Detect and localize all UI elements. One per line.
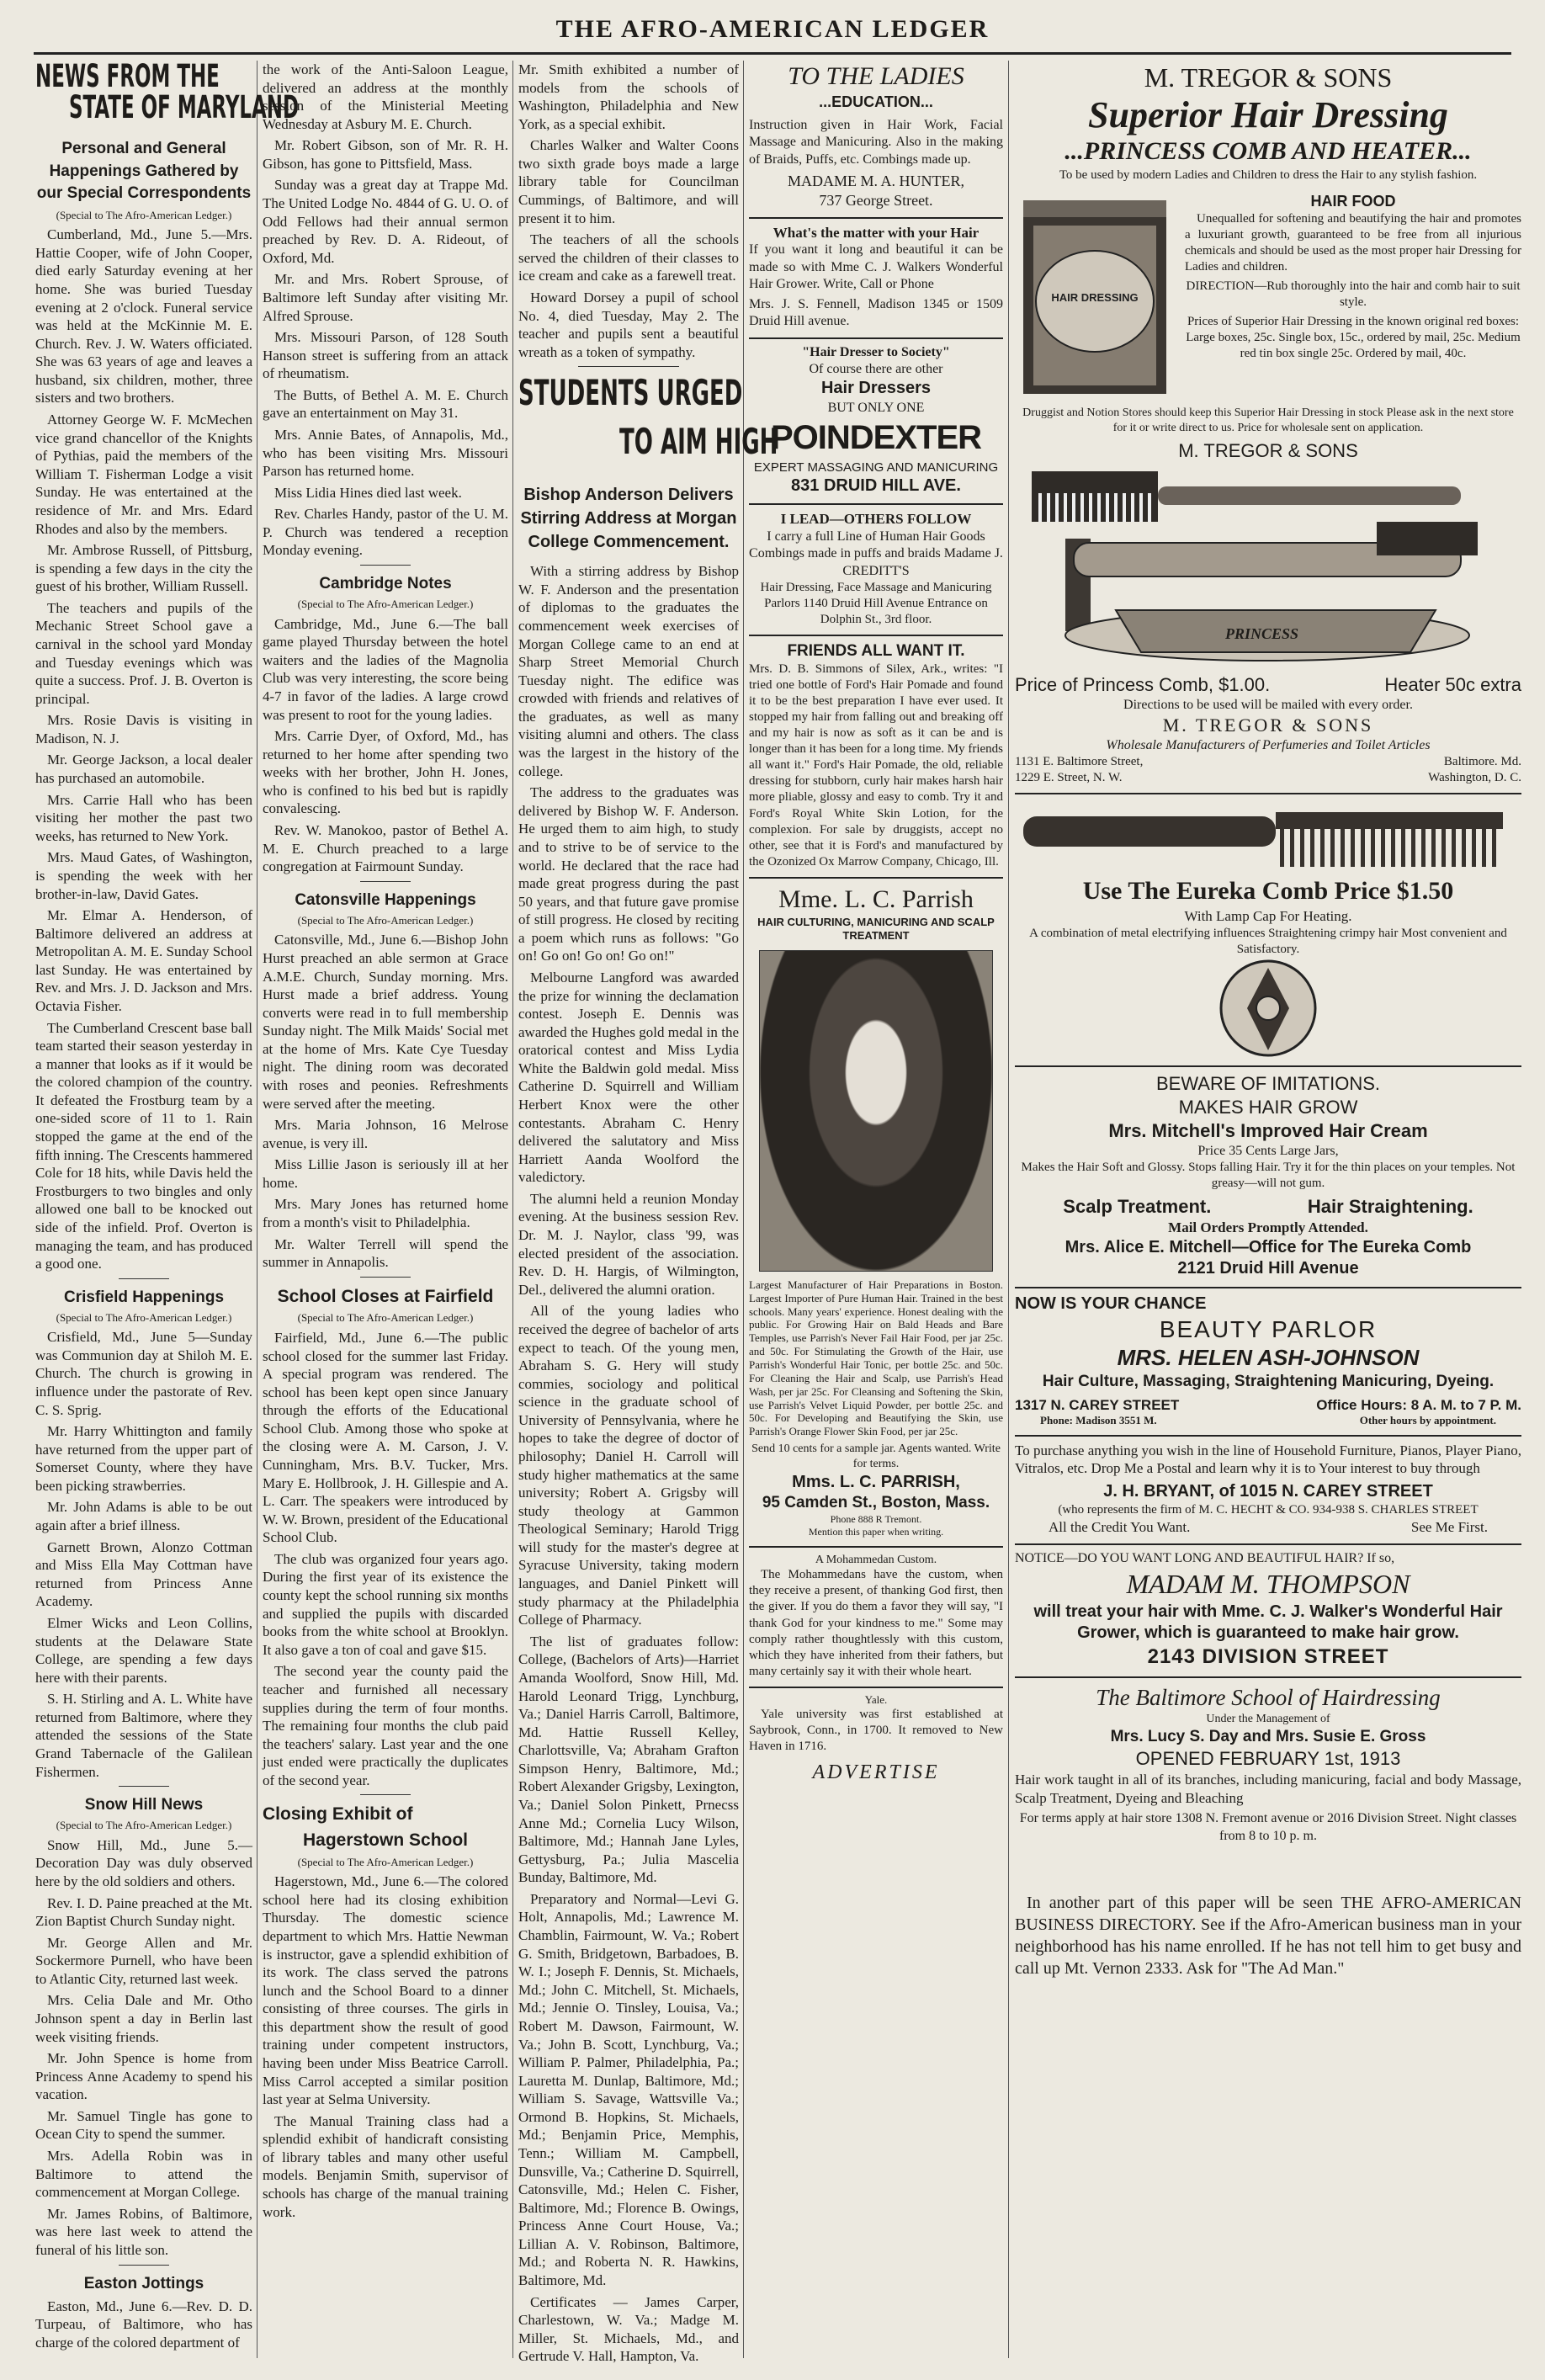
ad-text: Under the Management of bbox=[1206, 1713, 1330, 1726]
section-rule bbox=[578, 366, 679, 367]
heater-label: PRINCESS bbox=[1225, 624, 1299, 642]
ford-pomade-ad bbox=[749, 635, 1003, 870]
article-paragraph: Certificates — James Carper, Charlestown, W. Va.; Madge M. Miller, St. Michaels, Md., and Gertrude V. Hall, Hampton, Va. bbox=[518, 2293, 739, 2365]
special-credit: (Special to The Afro-American Ledger.) bbox=[297, 1311, 474, 1325]
special-credit: (Special to The Afro-American Ledger.) bbox=[297, 913, 474, 927]
ad-banner: NOW IS YOUR CHANCE bbox=[1015, 1294, 1207, 1313]
item-body: The Mohammedans have the custom, when they receive a present, of thanking God first, then the giver. If you do them a favor they will say, "I thank God for your kindness to me." Some may comply rather thoughtlessly with this custom, which they have inherited from their fathers, but many certainly say it with their whole heart. bbox=[749, 1568, 1003, 1678]
article-paragraph: Miss Lillie Jason is seriously ill at her home. bbox=[263, 1156, 508, 1191]
ad-title: Mme. L. C. Parrish bbox=[778, 885, 974, 913]
ad-name: J. H. BRYANT, of 1015 N. CAREY STREET bbox=[1103, 1481, 1433, 1501]
item-body: Yale university was first established at Saybrook, Conn., in 1700. It removed to New Haven in 1716. bbox=[749, 1708, 1003, 1754]
hair-food-title: HAIR FOOD bbox=[1310, 193, 1396, 210]
ad-phone: Phone: Madison 3551 M. bbox=[1040, 1414, 1157, 1427]
article-paragraph: Rev. W. Manokoo, pastor of Bethel A. M. E. Church preached to a large congregation at Fairmount Sunday. bbox=[263, 822, 508, 875]
service-straightening: Hair Straightening. bbox=[1307, 1196, 1473, 1218]
ad-address: 831 DRUID HILL AVE. bbox=[791, 475, 961, 495]
address-row bbox=[1015, 770, 1521, 786]
ad-text: See Me First. bbox=[1410, 1519, 1488, 1536]
tregor-ad bbox=[1015, 61, 1521, 786]
article-paragraph: Mrs. Maria Johnson, 16 Melrose avenue, is very ill. bbox=[263, 1117, 508, 1151]
article-paragraph: The teachers and pupils of the Mechanic Street School gave a carnival in the school yard Monday and Tuesday evenings which was quite a success. Prof. J. B. Overton is principal. bbox=[35, 599, 252, 707]
eureka-comb-image bbox=[1015, 800, 1521, 875]
hair-food-block bbox=[1015, 192, 1521, 402]
hair-food-body: Unequalled for softening and beautifying the hair and promotes a luxuriant growth, guaranteed to be free from all injurious chemicals and should be used as the most proper hair Dressing for Ladies and children. bbox=[1185, 212, 1521, 274]
ad-body: Mrs. D. B. Simmons of Silex, Ark., writes: "I tried one bottle of Ford's Hair Pomade and found it to be the best preparation I have ever used. It stopped my hair from falling out and breaking off and my hair is now as soft as it can be and is longer than it has been for a long time. My friends all want it." Ford's Hair Pomade, the old, reliable dressing for stubborn, curly hair makes harsh hair more pliable, glossy and easy to comb. Try it and Ford's Royal White Skin Lotion, for the complexion. For sale by druggists, accept no other, see that it is Ford's and manufactured by the Ozonized Ox Marrow Company, Chicago, Ill. bbox=[749, 662, 1004, 869]
ad-text: Druggist and Notion Stores should keep this Superior Hair Dressing in stock Please ask in the next store for it or write direct to us. Price for wholesale sent on application. bbox=[1022, 406, 1514, 434]
phone-row bbox=[1015, 1414, 1521, 1428]
article-paragraph: Rev. Charles Handy, pastor of the U. M. P. Church was tendered a reception Monday evening. bbox=[263, 506, 508, 559]
article-paragraph: Garnett Brown, Alonzo Cottman and Miss Ella May Cottman have returned from Princess Anne Academy. bbox=[35, 1538, 252, 1610]
ad-opened: OPENED FEBRUARY 1st, 1913 bbox=[1135, 1748, 1401, 1770]
article-paragraph: Mr. James Robins, of Baltimore, was here last week to attend the funeral of his little son. bbox=[35, 2205, 252, 2258]
article-paragraph: Mrs. Carrie Hall who has been visiting her mother the past two weeks, has returned to New York. bbox=[35, 791, 252, 844]
ad-body: If you want it long and beautiful it can be made so with Mme C. J. Walkers Wonderful Hair Grower. Write, Call or Phone bbox=[749, 242, 1003, 291]
address-left: 1229 E. Street, N. W. bbox=[1015, 771, 1123, 785]
ad-title: Use The Eureka Comb Price $1.50 bbox=[1082, 877, 1454, 906]
item-title: A Mohammedan Custom. bbox=[815, 1553, 937, 1566]
ad-body: Hair Dressing, Face Massage and Manicuring Parlors 1140 Druid Hill Avenue Entrance on Dolphin St., 3rd floor. bbox=[760, 580, 992, 626]
article-paragraph: Mr. Smith exhibited a number of models from the schools of Washington, Philadelphia and New York, as a special exhibit. bbox=[518, 61, 739, 132]
column-4 bbox=[749, 61, 1003, 2358]
article-paragraph: The Cumberland Crescent base ball team started their season yesterday in a manner that looks as if it would be the colored champion of the country. It defeated the Frostburg team by a one-sided score of 11 to 1. Rain stopped the game at the end of the fifth inning. The Crescents hammered Cole for 18 hits, while Davis held the Frostburgers to two bingles and only allowed one ball to be knocked out side of the infield. Prof. Overton is managing the team, and has produced a good one. bbox=[35, 1019, 252, 1272]
article-paragraph: Preparatory and Normal—Levi G. Holt, Annapolis, Md.; Lawrence M. Chamblin, Fairmount, W. Va.; Robert G. Smith, Bridgetown, Barbadoes, B. W. I.; Joseph F. Dennis, St. Michaels, Md.; John C. Mitchell, St. Michaels, Md.; Jennie O. Tinsley, Louisa, Va.; Robert M. Dawson, Fairmount, W. Va.; John B. Scott, Lynchburg, Va.; William P. Palmer, Philadelphia, Pa.; Lauretta M. Dunlap, Baltimore, Md.; William S. Savage, Wattsville Va.; Ormond B. Hopkins, St. Michaels, Md.; Benjamin Price, Memphis, Tenn.; William M. Campbell, Dunsville, Va.; Catherine D. Squirrell, Catonsville, Md.; Helen C. Fisher, Baltimore, Md.; Florence B. Owings, Princess Anne Court House, Va.; Lillian A. V. Robinson, Baltimore, Md.; and Roberta N. R. Hawkins, Baltimore, Md. bbox=[518, 1890, 739, 2289]
ad-text: Mention this paper when writing. bbox=[808, 1526, 944, 1538]
article-paragraph: Mr. Harry Whittington and family have returned from the upper part of Somerset County, where they have been picking strawberries. bbox=[35, 1423, 252, 1494]
ad-name: M. TREGOR & SONS bbox=[1178, 439, 1358, 461]
hairdressing-school-ad bbox=[1015, 1676, 1521, 1845]
section-heading: Easton Jottings bbox=[83, 2274, 204, 2292]
headline-line-2: STATE OF MARYLAND bbox=[69, 89, 300, 125]
ad-subtitle: With Lamp Cap For Heating. bbox=[1184, 908, 1352, 925]
special-credit: (Special to The Afro-American Ledger.) bbox=[56, 208, 232, 221]
state-news-headline bbox=[35, 58, 300, 138]
hair-food-direction: DIRECTION—Rub thoroughly into the hair and comb hair to suit style. bbox=[1186, 279, 1521, 310]
article-paragraph: The list of graduates follow: College, (Bachelors of Arts)—Harriet Amanda Woolford, Snow Hill, Md. Harold Leonard Trigg, Lynchburg, Va.; Daniel Harris Carroll, Baltimore, Md. Hattie Russell Kelley, Charlottsville, Va; Abraham Grafton Simpson Henry, Baltimore, Md.; Robert Alexander Grigsby, Lexington, Va.; Daniel Solon Pinkett, Prnecss Anne Md.; Cornelia Lucy Wilson, Baltimore, Md.; Hannah Jane Lyles, Gettysburg, Pa.; Julia Mascelia Bunday, Baltimore, Md. bbox=[518, 1633, 739, 1886]
ad-title: TO THE LADIES bbox=[788, 62, 964, 90]
ad-text: Of course there are other bbox=[809, 362, 943, 377]
ad-text: Hair Dressers bbox=[820, 379, 932, 398]
ad-address: 2143 DIVISION STREET bbox=[1147, 1644, 1389, 1668]
address-row bbox=[1015, 754, 1521, 770]
address-right: Washington, D. C. bbox=[1428, 771, 1521, 785]
special-credit: (Special to The Afro-American Ledger.) bbox=[297, 1855, 474, 1868]
section-heading: Hagerstown School bbox=[302, 1830, 469, 1851]
ad-body: Largest Manufacturer of Hair Preparations in Boston. Largest Importer of Pure Human Hair. Trained in the best schools. Many years' experience. Honest dealing with the public. For Growing Hair on Bald Heads and Bare Temples, use Parrish's Never Fail Hair Food, per jar 25c. and 50c. For Stimulating the Growth of the Hair, use Parrish's Wonderful Hair Tonic, per bottle 25c. and 50c. For Cleaning the Hair and Scalp, use Parrish's Head Wash, per jar 25c. For Cleansing and Softening the Skin, use Parrish's Velvet Liquid Powder, per bottle 25c. and 50c. For Developing and Beautifying the Skin, use Parrish's Orange Flower Skin Food, per jar 25c. bbox=[749, 1278, 1003, 1438]
article-paragraph: Attorney George W. F. McMechen vice grand chancellor of the Knights of Pythias, paid the members of the William T. Fisherman Lodge a visit Sunday. He was entertained at the residence of Mr. and Mrs. Edard Rhodes and also by the members. bbox=[35, 412, 252, 537]
article-paragraph: Mr. John Spence is home from Princess Anne Academy to spend his vacation. bbox=[35, 2050, 252, 2103]
ad-name: M. TREGOR & SONS bbox=[1162, 714, 1374, 736]
ad-phone: Phone 888 R Tremont. bbox=[830, 1513, 922, 1526]
ad-names: Mrs. Lucy S. Day and Mrs. Susie E. Gross bbox=[1110, 1728, 1426, 1746]
special-credit: (Special to The Afro-American Ledger.) bbox=[56, 1310, 232, 1324]
column-5 bbox=[1015, 61, 1521, 2358]
bryant-ad bbox=[1015, 1435, 1521, 1537]
column-3 bbox=[518, 61, 778, 2365]
article-paragraph: Catonsville, Md., June 6.—Bishop John Hurst preached an able sermon at Grace A.M.E. Church, Sunday morning. Mrs. Hurst made a brief address. Young converts were read in to full membership Sunday night. The Milk Maids' Social met at the home of Mrs. Kate Cye Tuesday night. The dining room was decorated with roses and peonies. Refreshments were served after the meeting. bbox=[263, 932, 508, 1112]
article-paragraph: Charles Walker and Walter Coons two sixth grade boys made a large library table for Councilman Cummings, of Baltimore, and will present it to him. bbox=[518, 137, 739, 226]
section-rule bbox=[119, 2265, 169, 2266]
tin-label: HAIR DRESSING bbox=[1051, 291, 1139, 305]
eureka-comb-ad bbox=[1015, 793, 1521, 1059]
address-left: 1131 E. Baltimore Street, bbox=[1015, 755, 1144, 769]
ad-title: The Baltimore School of Hairdressing bbox=[1096, 1685, 1441, 1711]
article-paragraph: Fairfield, Md., June 6.—The public school closed for the summer last Friday. A special program was rendered. The school has been kept open since January through the efforts of the Educational School Club. Among those who spoke at the closing were A. M. Carson, J. V. Cunningham, Mrs. B.V. Tucker, Mrs. Mary E. Hollbrook, J. H. Gillespie and A. L. Carr. The speakers were introduced by W. W. Brown, president of the Educational School Club. bbox=[263, 1329, 508, 1546]
walker-hair-ad bbox=[749, 217, 1003, 331]
article-paragraph: Mr. Samuel Tingle has gone to Ocean City to spend the summer. bbox=[35, 2107, 252, 2143]
headline-line-1: STUDENTS URGED bbox=[518, 372, 743, 414]
heater-price: Heater 50c extra bbox=[1384, 673, 1521, 695]
section-heading: Crisfield Happenings bbox=[63, 1288, 225, 1306]
ad-body: will treat your hair with Mme. C. J. Walker's Wonderful Hair Grower, which is guaranteed to make hair grow. bbox=[1033, 1602, 1503, 1643]
ad-title: What's the matter with your Hair bbox=[772, 224, 980, 241]
masthead bbox=[0, 15, 1545, 52]
business-directory-notice bbox=[1015, 1887, 1521, 1979]
credit-row bbox=[1015, 1518, 1521, 1537]
section-heading: Closing Exhibit of bbox=[263, 1804, 413, 1825]
article-paragraph: Cambridge, Md., June 6.—The ball game played Thursday between the hotel waiters and the ladies of the Magnolia Club was very interesting, the score being 4-7 in favor of the ladies. A large crowd was present to root for the young ladies. bbox=[263, 615, 508, 723]
ad-title: Superior Hair Dressing bbox=[1088, 93, 1448, 135]
article-paragraph: Melbourne Langford was awarded the prize for winning the declamation contest. Joseph E. Dennis was awarded the Hughes gold medal in the oratorical contest and Miss Lydia White the Baldwin gold medal. Miss Catherine D. Squirrell and William Herbert Knox were the other contestants. Abraham C. Henry delivered the salutatory and Miss Harriett Aanda Woolford the valedictory. bbox=[518, 969, 739, 1186]
article-paragraph: The teachers of all the schools served the children of their classes to ice cream and cake as a farewell treat. bbox=[518, 231, 739, 284]
ad-text: Wholesale Manufacturers of Perfumeries and Toilet Articles bbox=[1106, 737, 1431, 752]
ad-subtitle: HAIR CULTURING, MANICURING AND SCALP TREATMENT bbox=[757, 915, 995, 943]
article-paragraph: Mr. Ambrose Russell, of Pittsburg, is spending a few days in the city the guest of his brother, William Russell. bbox=[35, 542, 252, 595]
section-rule bbox=[119, 1278, 169, 1279]
ad-product: Mrs. Mitchell's Improved Hair Cream bbox=[1108, 1119, 1428, 1141]
ad-price: Price 35 Cents Large Jars, bbox=[1197, 1143, 1339, 1158]
parrish-ad bbox=[749, 877, 1003, 1539]
article-paragraph: Mrs. Missouri Parson, of 128 South Hanson street is suffering from an attack of rheumatism. bbox=[263, 329, 508, 382]
ad-contact: Mrs. J. S. Fennell, Madison 1345 or 1509 Druid Hill avenue. bbox=[749, 297, 1003, 329]
ad-title: BEAUTY PARLOR bbox=[1159, 1315, 1378, 1342]
section-rule bbox=[360, 565, 411, 566]
students-headline bbox=[518, 372, 778, 476]
advertise-footer: ADVERTISE bbox=[812, 1761, 940, 1784]
comb-and-heater-image bbox=[1015, 463, 1521, 673]
ad-body: To purchase anything you wish in the line of Household Furniture, Pianos, Player Piano, Vitralos, etc. Drop Me a Postal and learn why it is to Your interest to buy through bbox=[1015, 1442, 1521, 1477]
ad-text: BUT ONLY ONE bbox=[827, 400, 925, 415]
article-paragraph: Mr. George Allen and Mr. Sockermore Purnell, who have been to Atlantic City, returned last week. bbox=[35, 1934, 252, 1987]
headline-subtitle: Personal and General Happenings Gathered by our Special Correspondents bbox=[36, 140, 252, 203]
ad-text: Send 10 cents for a sample jar. Agents wanted. Write for terms. bbox=[751, 1442, 1001, 1470]
ad-body: I carry a full Line of Human Hair Goods Combings made in puffs and braids Madame J. CREDITT'S bbox=[749, 529, 1003, 578]
section-heading: Cambridge Notes bbox=[319, 575, 452, 593]
article-paragraph: Snow Hill, Md., June 5.—Decoration Day was duly observed here by the old soldiers and others. bbox=[35, 1836, 252, 1889]
ash-johnson-ad bbox=[1015, 1287, 1521, 1428]
section-rule bbox=[119, 1786, 169, 1787]
section-rule bbox=[360, 1277, 411, 1278]
ad-name: MADAME M. A. HUNTER, bbox=[787, 172, 964, 189]
ad-title: I LEAD—OTHERS FOLLOW bbox=[780, 511, 972, 528]
ad-body: Makes the Hair Soft and Glossy. Stops falling Hair. Try it for the thin places on your temples. Not greasy—will not gum. bbox=[1021, 1161, 1516, 1191]
section-rule bbox=[360, 1794, 411, 1795]
headline-line-2: TO AIM HIGH bbox=[619, 421, 778, 463]
article-paragraph: Elmer Wicks and Leon Collins, students at the Delaware State College, are spending a few days here with their parents. bbox=[35, 1614, 252, 1686]
headline-subtitle: Bishop Anderson Delivers Stirring Address at Morgan College Commencement. bbox=[520, 486, 737, 552]
article-paragraph: The Manual Training class had a splendid exhibit of handicraft consisting of library tables and many other useful models. Benjamin Smith, supervisor of schools has charge of the manual training work. bbox=[263, 2112, 508, 2220]
column-divider bbox=[257, 61, 258, 2358]
ad-text: EXPERT MASSAGING AND MANICURING bbox=[753, 460, 999, 475]
headline-line-1: NEWS FROM THE bbox=[35, 58, 220, 94]
lamp-cap-image bbox=[1015, 958, 1521, 1059]
section-heading: School Closes at Fairfield bbox=[277, 1286, 494, 1306]
ad-text: All the Credit You Want. bbox=[1049, 1519, 1191, 1536]
article-paragraph: Mr. Robert Gibson, son of Mr. R. H. Gibson, has gone to Pittsfield, Mass. bbox=[263, 137, 508, 172]
thompson-ad bbox=[1015, 1543, 1521, 1670]
article-paragraph: Mr. George Jackson, a local dealer has purchased an automobile. bbox=[35, 752, 252, 787]
article-paragraph: Mr. Elmar A. Henderson, of Baltimore delivered an address at Metropolitan A. M. E. Sunday School last Sunday. He was entertained by Rev. and Mrs. J. D. Jackson and Mrs. Octavia Fisher. bbox=[35, 907, 252, 1014]
ad-text: (who represents the firm of M. C. HECHT & CO. 934-938 S. CHARLES STREET bbox=[1058, 1503, 1479, 1517]
ad-text: Hair Culture, Massaging, Straightening Manicuring, Dyeing. bbox=[1042, 1373, 1495, 1391]
column-2 bbox=[263, 61, 508, 2358]
ad-name: Mms. L. C. PARRISH, bbox=[792, 1472, 960, 1491]
article-paragraph: S. H. Stirling and A. L. White have returned from Baltimore, where they attended the sessions of the State Grand Tabernacle of the Galilean Fishermen. bbox=[35, 1691, 252, 1780]
special-credit: (Special to The Afro-American Ledger.) bbox=[56, 1819, 232, 1832]
ad-title: MAKES HAIR GROW bbox=[1178, 1096, 1358, 1118]
ad-name: M. TREGOR & SONS bbox=[1144, 62, 1393, 93]
article-paragraph: Miss Lidia Hines died last week. bbox=[274, 484, 462, 501]
article-paragraph: Mrs. Celia Dale and Mr. Otho Johnson spent a day in Berlin last week visiting friends. bbox=[35, 1992, 252, 2045]
ad-name: Mrs. Alice E. Mitchell—Office for The Eureka Comb bbox=[1065, 1237, 1472, 1256]
ad-name: MRS. HELEN ASH-JOHNSON bbox=[1117, 1345, 1420, 1371]
ad-name: POINDEXTER bbox=[770, 419, 982, 457]
ad-title: BEWARE OF IMITATIONS. bbox=[1155, 1072, 1381, 1094]
column-1 bbox=[35, 58, 300, 2358]
column-divider bbox=[512, 61, 513, 2358]
section-rule bbox=[360, 881, 411, 882]
mohammedan-custom-item bbox=[749, 1546, 1003, 1680]
ad-address: 737 George Street. bbox=[819, 191, 933, 209]
article-paragraph: Mr. and Mrs. Robert Sprouse, of Baltimore left Sunday after visiting Mr. Alfred Sprouse. bbox=[263, 271, 508, 324]
article-paragraph: Mrs. Mary Jones has returned home from a month's visit to Philadelphia. bbox=[263, 1196, 508, 1231]
article-paragraph: Easton, Md., June 6.—Rev. D. D. Turpeau, of Baltimore, who has charge of the colored department of bbox=[35, 2298, 252, 2351]
item-title: Yale. bbox=[864, 1692, 888, 1706]
ad-notice: NOTICE—DO YOU WANT LONG AND BEAUTIFUL HAIR? If so, bbox=[1015, 1550, 1395, 1565]
woman-portrait-image bbox=[759, 950, 993, 1272]
poindexter-ad bbox=[749, 337, 1003, 497]
article-paragraph: Mr. John Adams is able to be out again after a brief illness. bbox=[35, 1499, 252, 1534]
article-paragraph: The alumni held a reunion Monday evening. At the business session Rev. Dr. M. J. Naylor, class '99, was elected president of the association. Rev. D. H. Hargis, of Wilmington, Del., delivered the alumni oration. bbox=[518, 1190, 739, 1298]
ad-body: Hair work taught in all of its branches, including manicuring, facial and body Massage, Scalp Treatment, Dyeing and Bleaching bbox=[1015, 1772, 1521, 1806]
ad-body: Instruction given in Hair Work, Facial Massage and Manicuring. Also in the making of Braids, Puffs, etc. Combings made up. bbox=[749, 117, 1003, 167]
ad-address: 95 Camden St., Boston, Mass. bbox=[762, 1494, 990, 1512]
ad-text: Directions to be used will be mailed with every order. bbox=[1123, 697, 1413, 712]
article-paragraph: The second year the county paid the teacher and furnished all necessary supplies during the term of four months. The remaining four months the club paid the teachers' salary. Last year and the one just ended were practically the duplicates of the second year. bbox=[263, 1663, 508, 1788]
comb-price: Price of Princess Comb, $1.00. bbox=[1015, 673, 1271, 695]
ad-text: Mail Orders Promptly Attended. bbox=[1168, 1219, 1368, 1236]
ad-tagline: "Hair Dresser to Society" bbox=[802, 344, 950, 359]
ad-terms: For terms apply at hair store 1308 N. Fremont avenue or 2016 Division Street. Night classes from 8 to 10 p. m. bbox=[1019, 1811, 1517, 1843]
article-paragraph: Mrs. Adella Robin was in Baltimore to attend the commencement at Morgan College. bbox=[35, 2148, 252, 2201]
column-divider bbox=[1008, 61, 1009, 2358]
article-paragraph: Rev. I. D. Paine preached at the Mt. Zion Baptist Church Sunday night. bbox=[35, 1894, 252, 1930]
hair-food-prices: Prices of Superior Hair Dressing in the known original red boxes: Large boxes, 25c. Single box, 15c., ordered by mail, 25c. Medium red tin box single 25c. Ordered by mail, 40c. bbox=[1186, 315, 1521, 361]
ad-title: FRIENDS ALL WANT IT. bbox=[787, 641, 965, 660]
ad-text: A combination of metal electrifying influences Straightening crimpy hair Most convenient and Satisfactory. bbox=[1029, 926, 1507, 956]
article-paragraph: Mrs. Maud Gates, of Washington, is spending the week with her brother-in-law, David Gates. bbox=[35, 849, 252, 902]
ad-text: Other hours by appointment. bbox=[1359, 1414, 1496, 1427]
article-paragraph: Cumberland, Md., June 5.—Mrs. Hattie Cooper, wife of John Cooper, died early Saturday evening at her home. She was buried Tuesday evening at 2 o'clock. Funeral service was held at the McKinnie M. E. Church. Rev. J. W. Waters officiated. She was 63 years of age and leaves a husband, six children, mother, three sisters and two brothers. bbox=[35, 226, 252, 406]
article-paragraph: With a stirring address by Bishop W. F. Anderson and the presentation of diplomas to the graduates the commencement week exercises of Morgan College came to an end at Sharp Street Memorial Church Tuesday night. The edifice was crowded with friends and relatives of the graduates, as well as many visiting alumni and others. The class was the largest in the history of the college. bbox=[518, 563, 739, 779]
tin-can-image bbox=[1015, 192, 1175, 402]
article-paragraph: Hagerstown, Md., June 6.—The colored school here had its closing exhibition Thursday. The domestic science department to which Mrs. Hattie Newman is instructor, gave a splendid exhibition of its work. The class served the patrons lunch and the School Board to a dinner consisting of three courses. The girls in this department show the result of good training under competent instructors, having been under Miss Beatrice Carroll. Miss Carrol accepted a similar position last year at Selma University. bbox=[263, 1873, 508, 2108]
article-paragraph: The Butts, of Bethel A. M. E. Church gave an entertainment on May 31. bbox=[263, 386, 508, 422]
special-credit: (Special to The Afro-American Ledger.) bbox=[297, 598, 474, 611]
article-paragraph: the work of the Anti-Saloon League, delivered an address at the monthly session of the Ministerial Meeting Wednesday at Asbury M. E. Church. bbox=[263, 61, 508, 132]
article-paragraph: Howard Dorsey a pupil of school No. 4, died Tuesday, May 2. The teacher and pupils sent a beautiful wreath as a token of sympathy. bbox=[518, 289, 739, 360]
to-the-ladies-ad bbox=[749, 61, 1003, 210]
services-row bbox=[1015, 1195, 1521, 1219]
masthead-title: THE AFRO-AMERICAN LEDGER bbox=[555, 15, 990, 43]
masthead-rule bbox=[34, 52, 1511, 55]
article-paragraph: Mrs. Carrie Dyer, of Oxford, Md., has returned to her home after spending two weeks with her brother, John H. Jones, who is confined to his bed but is rapidly convalescing. bbox=[263, 728, 508, 817]
creditt-ad bbox=[749, 503, 1003, 628]
article-paragraph: Crisfield, Md., June 5—Sunday was Communion day at Shiloh M. E. Church. The church is growing in influence under the pastorate of Rev. C. S. Sprig. bbox=[35, 1329, 252, 1418]
ad-name: MADAM M. THOMPSON bbox=[1126, 1569, 1410, 1600]
price-line bbox=[1015, 673, 1521, 697]
article-paragraph: The address to the graduates was delivered by Bishop W. F. Anderson. He urged them to aim high, to study and to strive to be of service to the world. He declared that the race had made great progress during the past 50 years, and that future gave promise of still progress. He closed by reciting a poem which runs as follows: "Go on! Go on! Go on! Go on!" bbox=[518, 784, 739, 964]
ad-subtitle: ...EDUCATION... bbox=[819, 93, 933, 111]
ad-address: 1317 N. CAREY STREET bbox=[1015, 1396, 1180, 1413]
service-scalp: Scalp Treatment. bbox=[1063, 1196, 1212, 1218]
ad-hours: Office Hours: 8 A. M. to 7 P. M. bbox=[1316, 1396, 1521, 1413]
ad-subtitle: ...PRINCESS COMB AND HEATER... bbox=[1065, 137, 1472, 166]
yale-item bbox=[749, 1687, 1003, 1756]
article-paragraph: Mrs. Annie Bates, of Annapolis, Md., who has been visiting Mrs. Missouri Parson has returned home. bbox=[263, 426, 508, 480]
article-paragraph: All of the young ladies who received the degree of bachelor of arts expect to teach. Of the young men, Abraham S. G. Hery will study commies, sociology and political science in the graduate school of University of Pennsylvania, where he hopes to take the degree of doctor of philosophy; Daniel H. Carroll will study higher mathematics at the same university; Robert A. Grigsby will study theology at Gammon Theological Seminary; Harold Trigg will study for the master's degree at Syracuse University, taking modern languages, and Daniel Pinkett will study pharmacy at the Philadelphia College of Pharmacy. bbox=[518, 1303, 739, 1628]
column-divider bbox=[743, 61, 744, 2358]
ad-text: To be used by modern Ladies and Children to dress the Hair to any stylish fashion. bbox=[1059, 168, 1478, 183]
ad-address: 2121 Druid Hill Avenue bbox=[1177, 1259, 1359, 1278]
article-paragraph: Mrs. Rosie Davis is visiting in Madison, N. J. bbox=[35, 712, 252, 746]
section-heading: Catonsville Happenings bbox=[295, 890, 476, 909]
article-paragraph: Mr. Walter Terrell will spend the summer in Annapolis. bbox=[263, 1235, 508, 1271]
address-right: Baltimore. Md. bbox=[1443, 755, 1521, 769]
notice-body: In another part of this paper will be seen THE AFRO-AMERICAN BUSINESS DIRECTORY. See if the Afro-American business man in your neighborhood has his name enrolled. If he has not tell him to get busy and call up Mt. Vernon 2333. Ask for "The Ad Man." bbox=[1015, 1893, 1521, 1978]
address-row bbox=[1015, 1396, 1521, 1415]
mitchell-hair-cream-ad bbox=[1015, 1065, 1521, 1280]
section-heading: Snow Hill News bbox=[84, 1796, 204, 1814]
article-paragraph: Sunday was a great day at Trappe Md. The United Lodge No. 4844 of G. U. O. of Odd Fellows had their annual sermon preached by Rev. D. A. Rideout, of Oxford, Md. bbox=[263, 177, 508, 266]
article-paragraph: The club was organized four years ago. During the first year of its existence the county kept the school running six months and supplied the pupils with discarded books from the white school at Brooklyn. It also gave a ton of coal and gave $15. bbox=[263, 1550, 508, 1658]
